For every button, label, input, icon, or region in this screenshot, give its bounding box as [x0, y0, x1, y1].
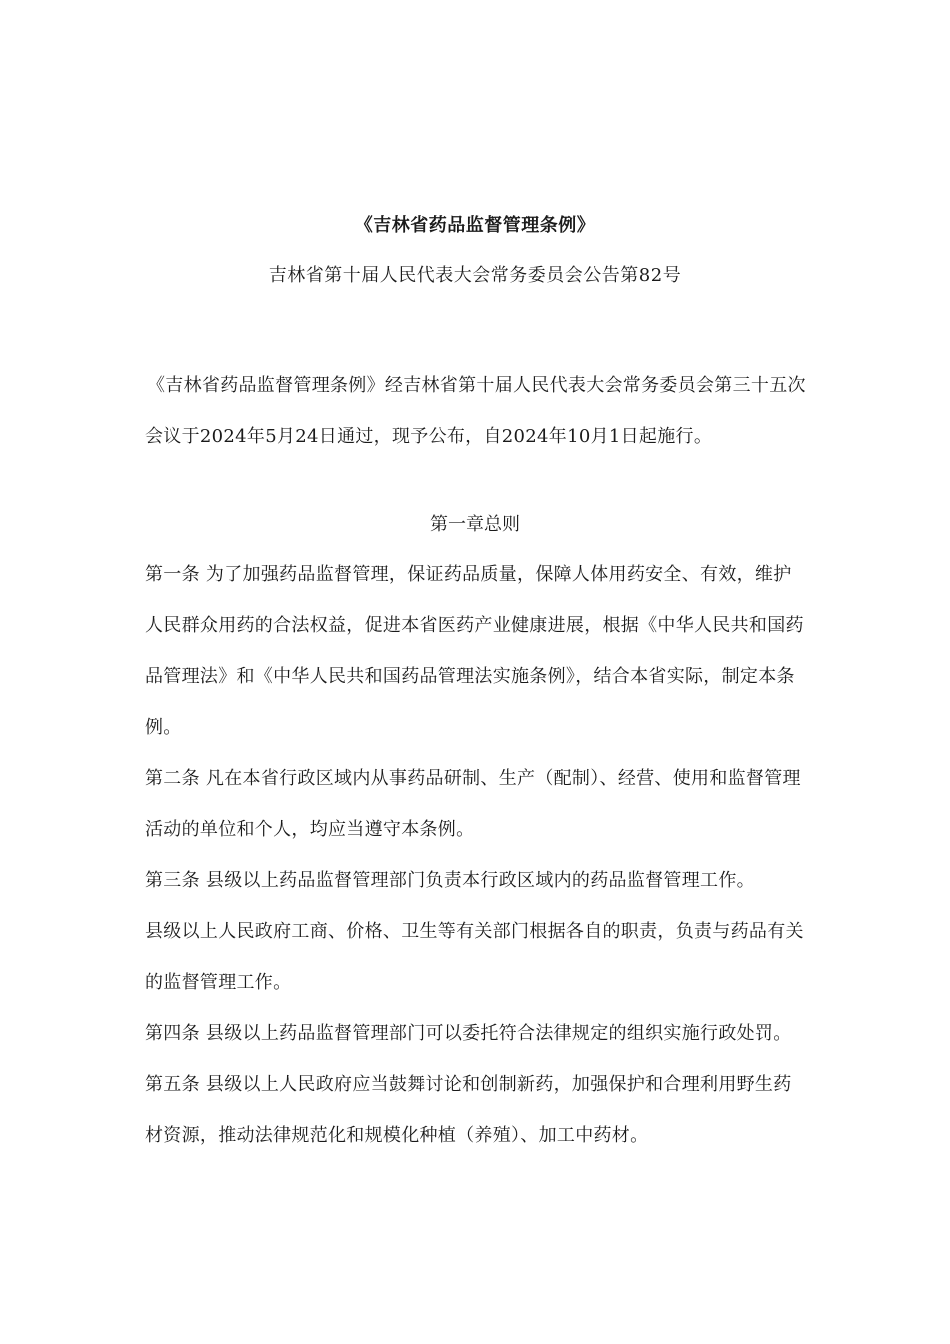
- document-title: 《吉林省药品监督管理条例》: [354, 215, 596, 236]
- article-5: 第五条 县级以上人民政府应当鼓舞讨论和创制新药，加强保护和合理利用野生药材资源，推动法律规范化和规模化种植（养殖）、加工中药材。: [145, 1074, 792, 1146]
- article-3-clause: 县级以上人民政府工商、价格、卫生等有关部门根据各自的职责，负责与药品有关的监督管理工作。: [145, 921, 804, 993]
- article-2: 第二条 凡在本省行政区域内从事药品研制、生产（配制）、经营、使用和监督管理活动的单位和个人，均应当遵守本条例。: [145, 768, 801, 840]
- articles-body: [145, 549, 805, 1161]
- article-4: 第四条 县级以上药品监督管理部门可以委托符合法律规定的组织实施行政处罚。: [145, 1023, 792, 1044]
- article-1: 第一条 为了加强药品监督管理，保证药品质量，保障人体用药安全、有效，维护人民群众用药的合法权益，促进本省医药产业健康进展，根据《中华人民共和国药品管理法》和《中华人民共和国药品管理法实施条例》，结合本省实际，制定本条例。: [145, 564, 804, 738]
- article-3: 第三条 县级以上药品监督管理部门负责本行政区域内的药品监督管理工作。: [145, 870, 755, 891]
- intro-paragraph: 《吉林省药品监督管理条例》经吉林省第十届人民代表大会常务委员会第三十五次会议于2024年5月24日通过，现予公布，自2024年10月1日起施行。: [145, 375, 806, 447]
- chapter-heading: 第一章总则: [430, 514, 520, 535]
- announcement-number: 吉林省第十届人民代表大会常务委员会公告第82号: [268, 265, 682, 286]
